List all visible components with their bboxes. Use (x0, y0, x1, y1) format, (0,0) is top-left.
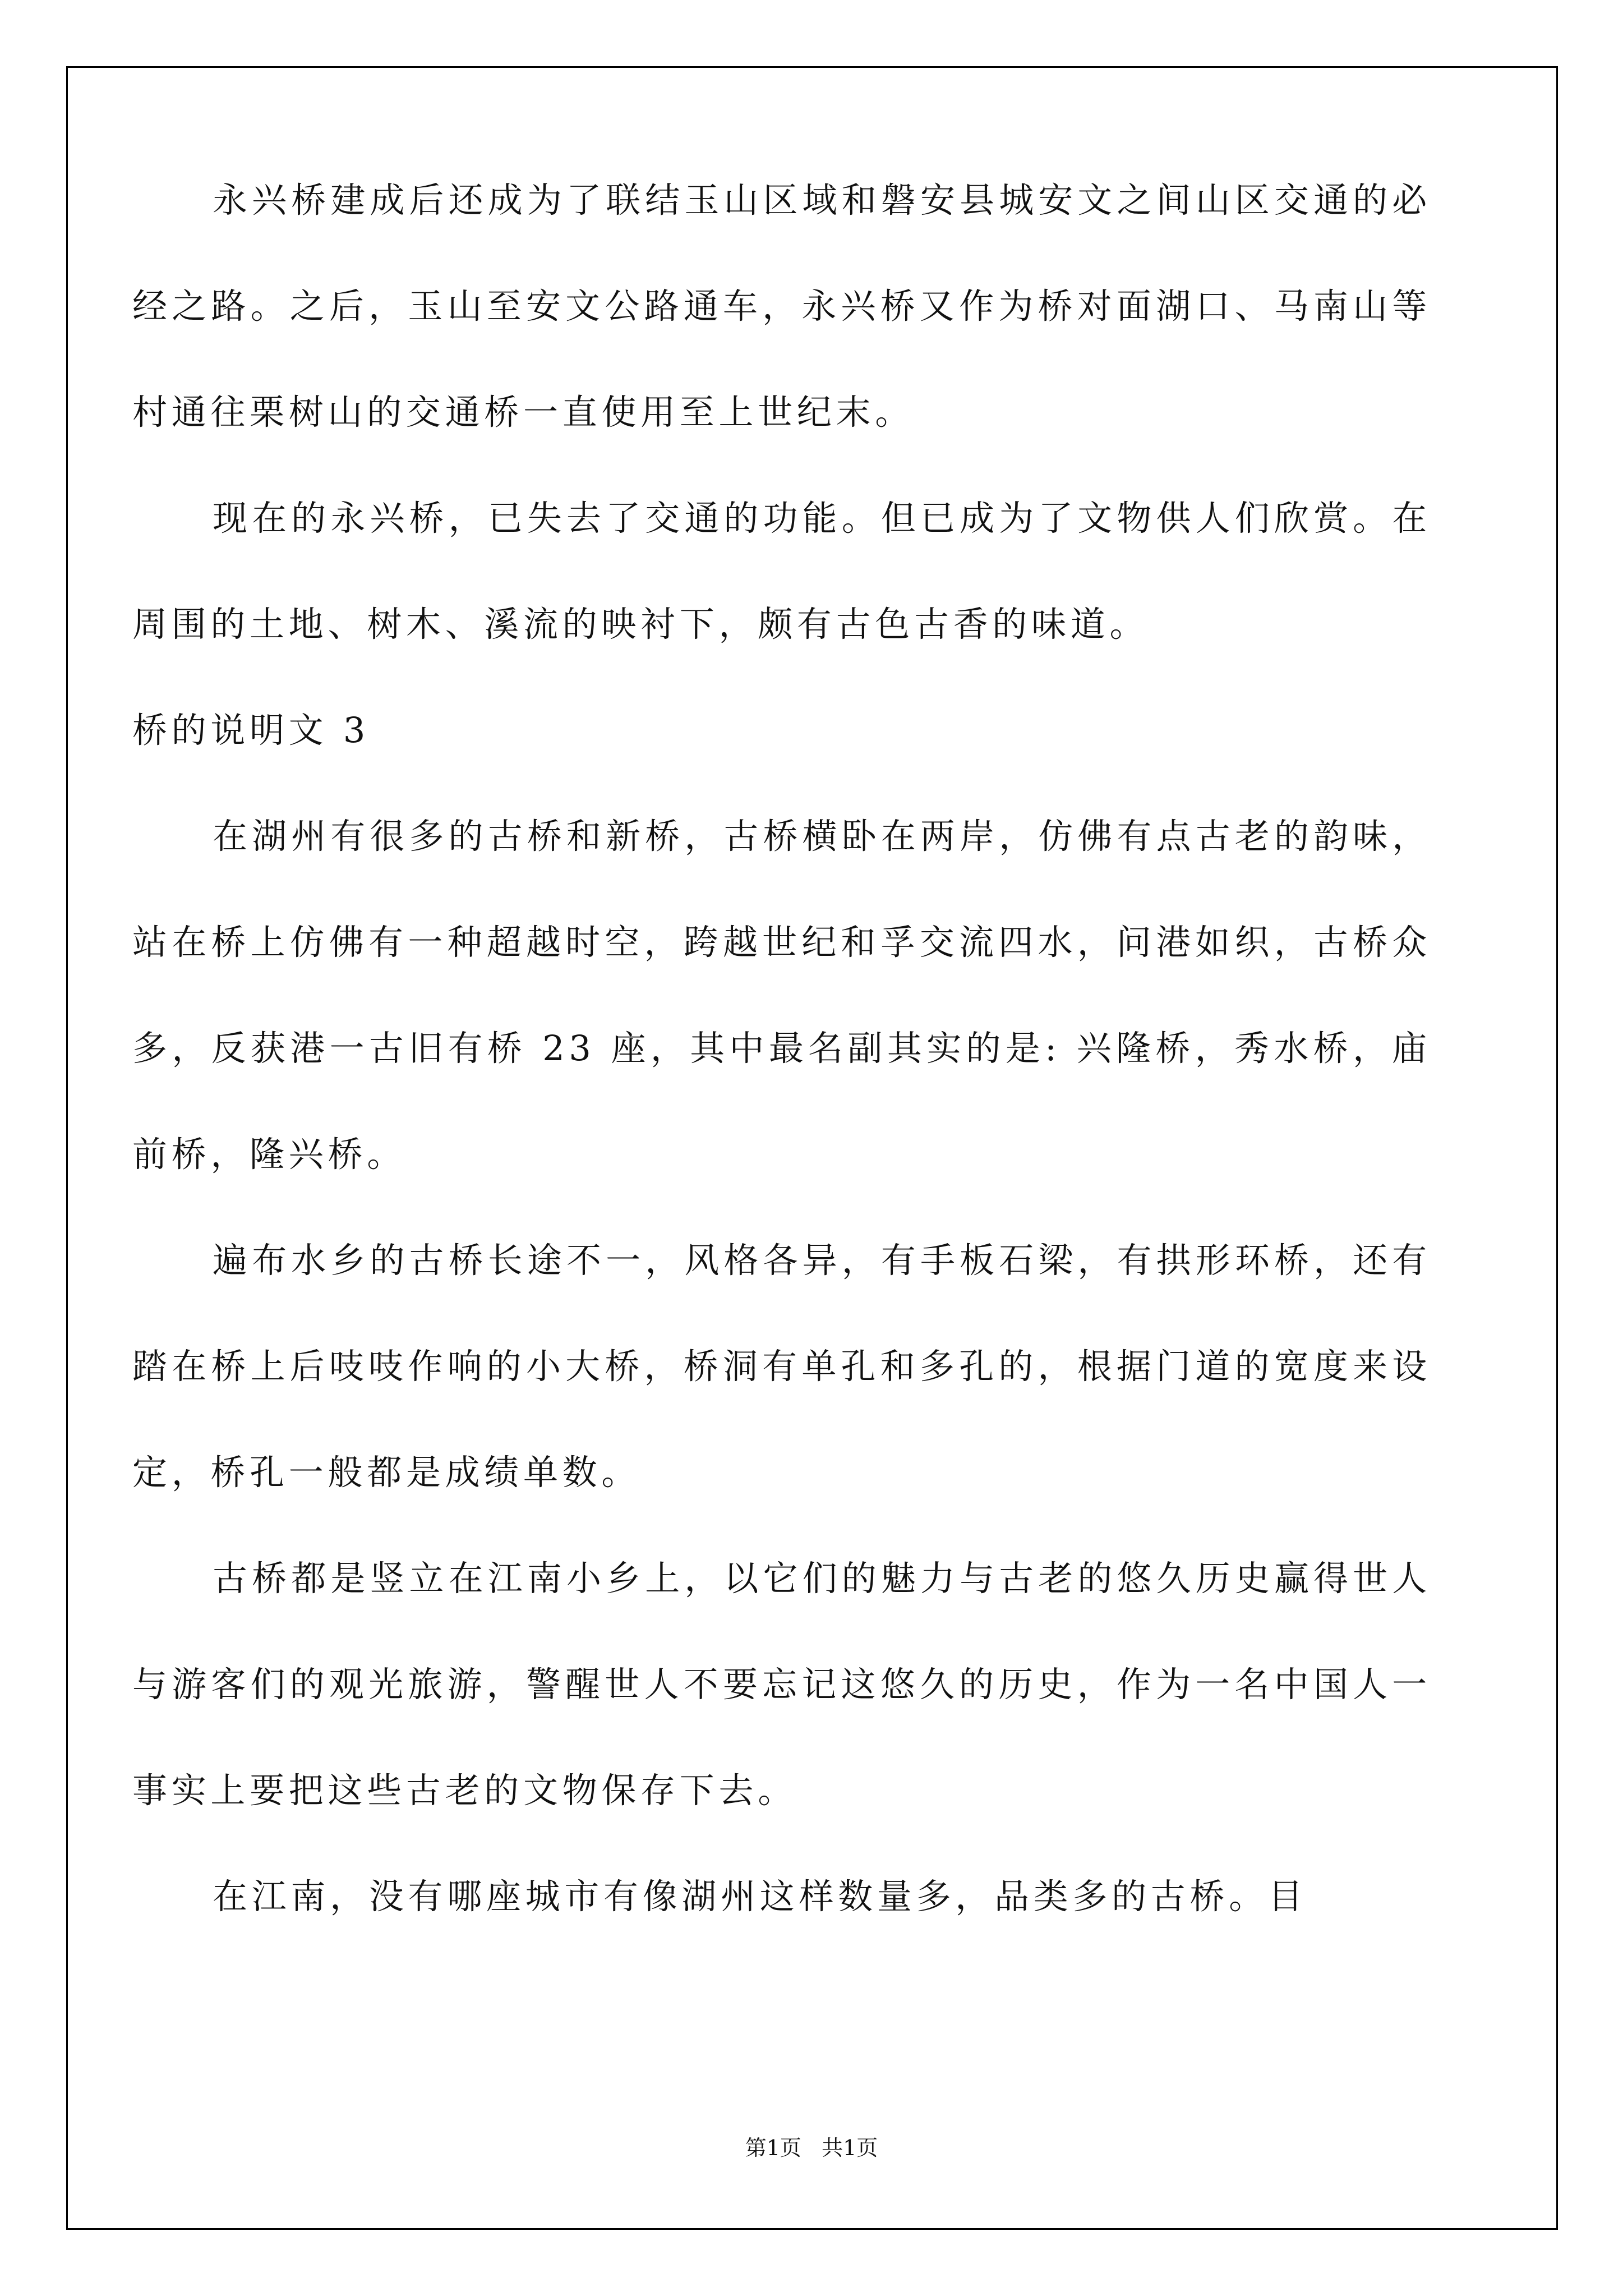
paragraph: 古桥都是竖立在江南小乡上，以它们的魅力与古老的悠久历史赢得世人与游客们的观光旅游，警醒世人不要忘记这悠久的历史，作为一名中国人一事实上要把这些古老的文物保存下去。 (132, 1558, 1431, 1811)
paragraph: 在湖州有很多的古桥和新桥，古桥横卧在两岸，仿佛有点古老的韵味，站在桥上仿佛有一种超越时空，跨越世纪和孚交流四水，问港如织，古桥众多，反获港一古旧有桥 23 座，其中最名副其实的是: 兴隆桥，秀水桥，庙前桥，隆兴桥。 (132, 816, 1431, 1175)
section-heading: 桥的说明文 3 (132, 710, 370, 751)
paragraph: 现在的永兴桥，已失去了交通的功能。但已成为了文物供人们欣赏。在周围的土地、树木、溪流的映衬下，颇有古色古香的味道。 (132, 498, 1431, 645)
paragraph: 遍布水乡的古桥长途不一，风格各异，有手板石梁，有拱形环桥，还有踏在桥上后吱吱作响的小大桥，桥洞有单孔和多孔的，根据门道的宽度来设定，桥孔一般都是成绩单数。 (132, 1240, 1431, 1493)
page-number-footer: 第1页 共1页 (745, 2136, 878, 2160)
paragraph: 永兴桥建成后还成为了联结玉山区域和磐安县城安文之间山区交通的必经之路。之后，玉山至安文公路通车，永兴桥又作为桥对面湖口、马南山等村通往栗树山的交通桥一直使用至上世纪末。 (132, 180, 1431, 432)
document-body (132, 147, 1431, 1949)
paragraph: 在江南，没有哪座城市有像湖州这样数量多，品类多的古桥。目 (213, 1876, 1307, 1917)
